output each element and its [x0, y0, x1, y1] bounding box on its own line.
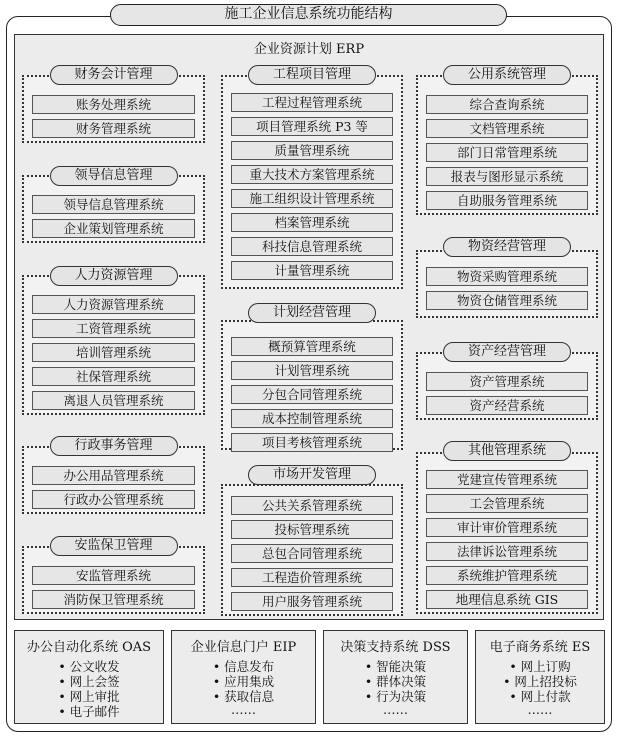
system-item: 工程造价管理系统: [231, 568, 393, 587]
system-item: 物资采购管理系统: [426, 267, 588, 286]
bottom-feature-item: • 群体决策: [364, 674, 427, 689]
system-item: 培训管理系统: [32, 343, 195, 362]
system-item: 用户服务管理系统: [231, 592, 393, 611]
system-item: 科技信息管理系统: [231, 237, 393, 256]
system-item: 公共关系管理系统: [231, 496, 393, 515]
system-item: 重大技术方案管理系统: [231, 165, 393, 184]
bottom-feature-item: • 应用集成: [212, 674, 275, 689]
group-title: 公用系统管理: [443, 65, 571, 85]
bottom-feature-item: • 网上付款: [509, 689, 571, 704]
bottom-feature-item: • 网上招投标: [503, 674, 577, 689]
bottom-system-title: 办公自动化系统 OAS: [26, 640, 152, 655]
system-item: 企业策划管理系统: [32, 219, 195, 238]
system-item: 部门日常管理系统: [426, 143, 588, 162]
system-item: 自助服务管理系统: [426, 191, 588, 210]
group-title: 行政事务管理: [50, 436, 178, 456]
system-item: 计量管理系统: [231, 261, 393, 280]
bottom-feature-item: ……: [527, 702, 553, 717]
system-item: 领导信息管理系统: [32, 195, 195, 214]
system-item: 施工组织设计管理系统: [231, 189, 393, 208]
system-item: 工程过程管理系统: [231, 93, 393, 112]
system-item: 项目考核管理系统: [231, 433, 393, 452]
system-item: 资产经营系统: [426, 396, 588, 415]
system-item: 工会管理系统: [426, 494, 588, 513]
erp-title: 企业资源计划 ERP: [253, 42, 365, 57]
system-item: 概预算管理系统: [231, 337, 393, 356]
system-item: 系统维护管理系统: [426, 566, 588, 585]
system-item: 离退人员管理系统: [32, 391, 195, 410]
system-item: 党建宣传管理系统: [426, 470, 588, 489]
group-title: 工程项目管理: [248, 65, 376, 85]
system-item: 档案管理系统: [231, 213, 393, 232]
system-item: 财务管理系统: [32, 119, 195, 138]
bottom-system-title: 电子商务系统 ES: [489, 640, 591, 655]
bottom-feature-item: • 获取信息: [212, 689, 275, 704]
system-item: 质量管理系统: [231, 141, 393, 160]
system-item: 项目管理系统 P3 等: [231, 117, 393, 136]
bottom-feature-item: • 网上订购: [509, 659, 571, 674]
bottom-feature-item: • 公文收发: [58, 659, 120, 674]
system-item: 总包合同管理系统: [231, 544, 393, 563]
bottom-feature-item: • 网上会签: [58, 674, 120, 689]
bottom-feature-item: • 电子邮件: [58, 704, 120, 719]
group-title: 安监保卫管理: [50, 536, 178, 556]
system-item: 消防保卫管理系统: [32, 590, 195, 609]
system-item: 审计审价管理系统: [426, 518, 588, 537]
system-item: 人力资源管理系统: [32, 295, 195, 314]
group-title: 资产经营管理: [443, 342, 571, 362]
group-title: 物资经营管理: [443, 237, 571, 257]
system-item: 投标管理系统: [231, 520, 393, 539]
system-item: 办公用品管理系统: [32, 466, 195, 485]
system-item: 资产管理系统: [426, 372, 588, 391]
group-title: 市场开发管理: [248, 465, 376, 485]
system-item: 行政办公管理系统: [32, 490, 195, 509]
system-item: 文档管理系统: [426, 119, 588, 138]
system-item: 成本控制管理系统: [231, 409, 393, 428]
bottom-feature-item: ……: [383, 702, 408, 717]
group-title: 财务会计管理: [50, 65, 178, 85]
bottom-feature-item: • 智能决策: [364, 659, 427, 674]
bottom-feature-item: ……: [231, 702, 256, 717]
group-title: 其他管理系统: [443, 441, 571, 461]
system-item: 地理信息系统 GIS: [426, 590, 588, 609]
system-item: 计划管理系统: [231, 361, 393, 380]
bottom-feature-item: • 网上审批: [58, 689, 120, 704]
system-item: 报表与图形显示系统: [426, 167, 588, 186]
system-item: 安监管理系统: [32, 566, 195, 585]
bottom-system-title: 决策支持系统 DSS: [340, 640, 451, 655]
system-item: 综合查询系统: [426, 95, 588, 114]
system-item: 物资仓储管理系统: [426, 291, 588, 310]
bottom-feature-item: • 行为决策: [364, 689, 427, 704]
system-item: 社保管理系统: [32, 367, 195, 386]
group-title: 领导信息管理: [50, 166, 178, 186]
system-item: 账务处理系统: [32, 95, 195, 114]
system-item: 法律诉讼管理系统: [426, 542, 588, 561]
group-title: 计划经营管理: [248, 303, 376, 323]
group-title: 人力资源管理: [50, 266, 178, 286]
bottom-feature-item: • 信息发布: [212, 659, 275, 674]
system-item: 分包合同管理系统: [231, 385, 393, 404]
diagram-title: 施工企业信息系统功能结构: [110, 4, 507, 26]
bottom-system-title: 企业信息门户 EIP: [190, 640, 297, 655]
system-item: 工资管理系统: [32, 319, 195, 338]
